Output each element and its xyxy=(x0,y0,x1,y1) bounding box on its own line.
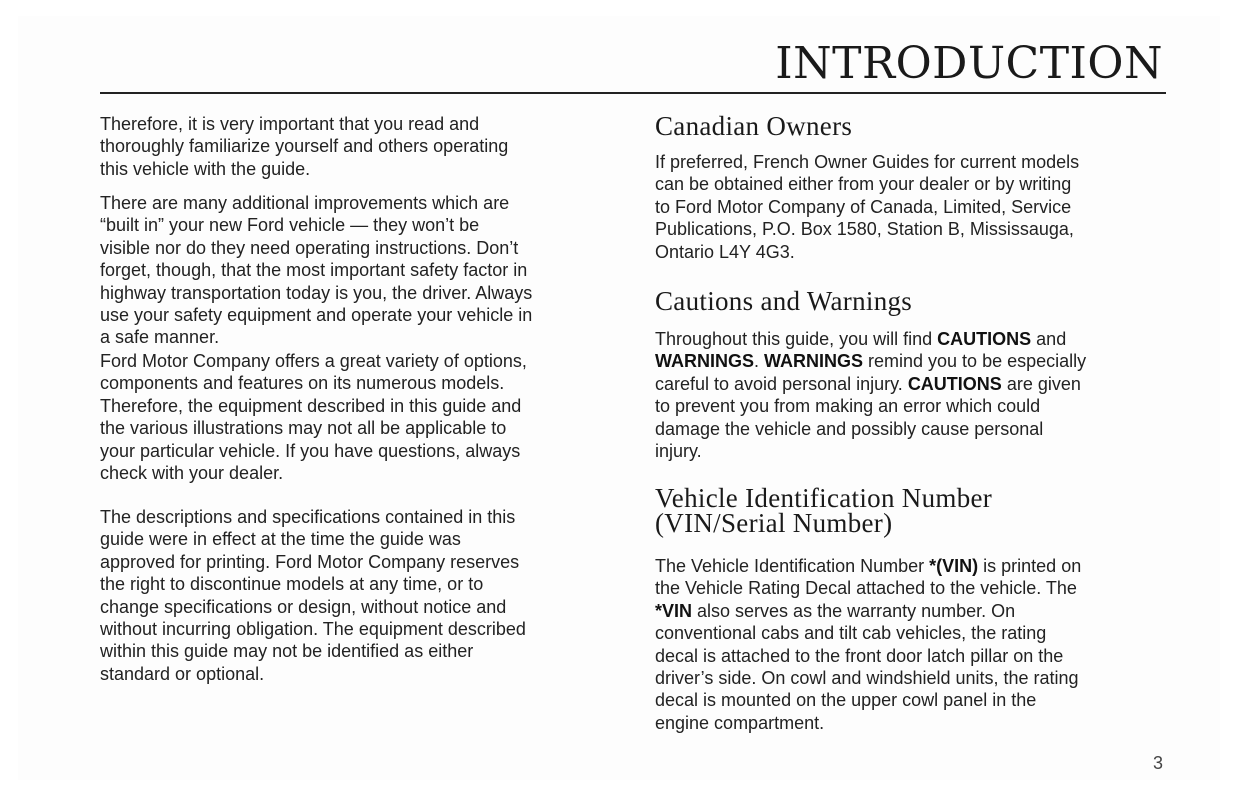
text-line xyxy=(655,622,1175,644)
text-span: engine compartment. xyxy=(655,712,825,733)
text-line xyxy=(100,158,610,180)
text-span: decal is mounted on the upper cowl panel in the xyxy=(655,690,1037,711)
paragraph xyxy=(655,151,1175,263)
text-span: guide were in effect at the time the guide was xyxy=(100,529,461,550)
text-span: check with your dealer. xyxy=(100,463,284,484)
text-span: also serves as the warranty number. On xyxy=(692,600,1016,621)
text-span: visible nor do they need operating instructions. Don’t xyxy=(100,237,519,258)
text-line xyxy=(100,326,610,348)
text-span: the right to discontinue models at any time, or to xyxy=(100,574,484,595)
text-span: are given xyxy=(1001,373,1081,394)
text-span: and xyxy=(1031,329,1067,349)
text-span: to Ford Motor Company of Canada, Limited, Service xyxy=(655,196,1072,217)
text-span: approved for printing. Ford Motor Company reserves xyxy=(100,551,520,572)
text-line xyxy=(100,304,610,326)
text-span: “built in” your new Ford vehicle — they won’t be xyxy=(100,215,480,236)
text-span: within this guide may not be identified as either xyxy=(100,641,474,662)
section-heading: (VIN/Serial Number) xyxy=(655,508,893,538)
text-span: the various illustrations may not all be applicable to xyxy=(100,418,507,439)
text-span: is printed on xyxy=(978,556,1082,576)
text-line xyxy=(100,113,610,135)
text-line xyxy=(100,462,610,484)
text-span: forget, though, that the most important safety factor in xyxy=(100,260,528,281)
text-line xyxy=(100,640,610,662)
text-span: your particular vehicle. If you have questions, always xyxy=(100,440,521,461)
text-line xyxy=(655,667,1175,689)
text-line xyxy=(100,282,610,304)
text-span: standard or optional. xyxy=(100,663,265,684)
text-line xyxy=(100,573,610,595)
text-line xyxy=(655,196,1175,218)
page-title: INTRODUCTION xyxy=(775,38,1163,89)
page-number: 3 xyxy=(1153,753,1164,773)
text-span: careful to avoid personal injury. xyxy=(655,373,908,394)
text-line xyxy=(655,241,1175,263)
text-line xyxy=(100,237,610,259)
text-span: change specifications or design, without notice and xyxy=(100,596,507,617)
text-span: Throughout this guide, you will find xyxy=(655,329,938,349)
text-span: to prevent you from making an error which could xyxy=(655,396,1041,417)
bold-term: WARNINGS xyxy=(764,351,864,372)
text-span: decal is attached to the front door latch pillar on the xyxy=(655,645,1064,666)
bold-term: *VIN xyxy=(655,600,693,621)
text-span: Ford Motor Company offers a great variety of options, xyxy=(100,351,527,371)
text-line xyxy=(100,192,610,214)
text-span: highway transportation today is you, the driver. Always xyxy=(100,282,533,303)
bold-term: WARNINGS xyxy=(655,351,754,372)
text-line xyxy=(655,373,1175,395)
text-line xyxy=(100,135,610,157)
text-line xyxy=(655,418,1175,440)
text-line xyxy=(655,577,1175,599)
text-span: the Vehicle Rating Decal attached to the vehicle. The xyxy=(655,578,1077,599)
text-line xyxy=(100,372,610,394)
text-span: conventional cabs and tilt cab vehicles, the rating xyxy=(655,623,1047,644)
text-line xyxy=(100,596,610,618)
text-span: remind you to be especially xyxy=(863,351,1087,372)
text-line xyxy=(655,712,1175,734)
text-line xyxy=(655,689,1175,711)
title-divider xyxy=(100,92,1166,94)
text-line xyxy=(100,395,610,417)
text-line xyxy=(655,350,1175,372)
text-line xyxy=(100,417,610,439)
text-line xyxy=(100,528,610,550)
text-line xyxy=(655,645,1175,667)
bold-term: CAUTIONS xyxy=(907,373,1002,394)
text-span: this vehicle with the guide. xyxy=(100,158,311,179)
section-heading: Canadian Owners xyxy=(655,111,853,141)
text-span: If preferred, French Owner Guides for current models xyxy=(655,152,1080,172)
text-span: a safe manner. xyxy=(100,327,220,348)
text-span: . xyxy=(754,351,765,372)
text-line xyxy=(655,600,1175,622)
paragraph xyxy=(100,192,610,349)
section-heading: Vehicle Identification Number xyxy=(655,483,993,513)
text-line xyxy=(655,151,1175,173)
text-line xyxy=(100,259,610,281)
text-line xyxy=(100,506,610,528)
text-line xyxy=(100,440,610,462)
text-span: Ontario L4Y 4G3. xyxy=(655,241,795,262)
text-span: The descriptions and specifications contained in this xyxy=(100,507,516,527)
text-line xyxy=(100,663,610,685)
text-span: There are many additional improvements which are xyxy=(100,193,510,213)
bold-term: CAUTIONS xyxy=(937,329,1032,349)
text-span: Therefore, the equipment described in this guide and xyxy=(100,395,522,416)
text-line xyxy=(655,395,1175,417)
bold-term: *(VIN) xyxy=(929,556,979,576)
paragraph xyxy=(100,113,610,180)
text-span: injury. xyxy=(655,441,702,462)
text-line xyxy=(655,555,1175,577)
text-span: without incurring obligation. The equipment described xyxy=(100,619,526,640)
paragraph xyxy=(655,328,1175,462)
text-line xyxy=(655,440,1175,462)
text-span: can be obtained either from your dealer or by writing xyxy=(655,174,1072,195)
text-span: driver’s side. On cowl and windshield units, the rating xyxy=(655,668,1079,689)
text-span: use your safety equipment and operate your vehicle in xyxy=(100,305,533,326)
text-span: Publications, P.O. Box 1580, Station B, Mississauga, xyxy=(655,219,1074,240)
text-span: Therefore, it is very important that you read and xyxy=(100,114,480,134)
text-line xyxy=(100,214,610,236)
text-line xyxy=(100,618,610,640)
text-span: thoroughly familiarize yourself and others operating xyxy=(100,136,509,157)
text-span: damage the vehicle and possibly cause personal xyxy=(655,418,1044,439)
paragraph xyxy=(100,350,610,484)
text-line xyxy=(655,328,1175,350)
text-line xyxy=(100,350,610,372)
text-line xyxy=(655,173,1175,195)
text-span: The Vehicle Identification Number xyxy=(655,556,930,576)
text-span: components and features on its numerous models. xyxy=(100,373,505,394)
text-line xyxy=(100,551,610,573)
paragraph xyxy=(100,506,610,685)
paragraph xyxy=(655,555,1175,734)
section-heading: Cautions and Warnings xyxy=(655,286,913,316)
text-line xyxy=(655,218,1175,240)
